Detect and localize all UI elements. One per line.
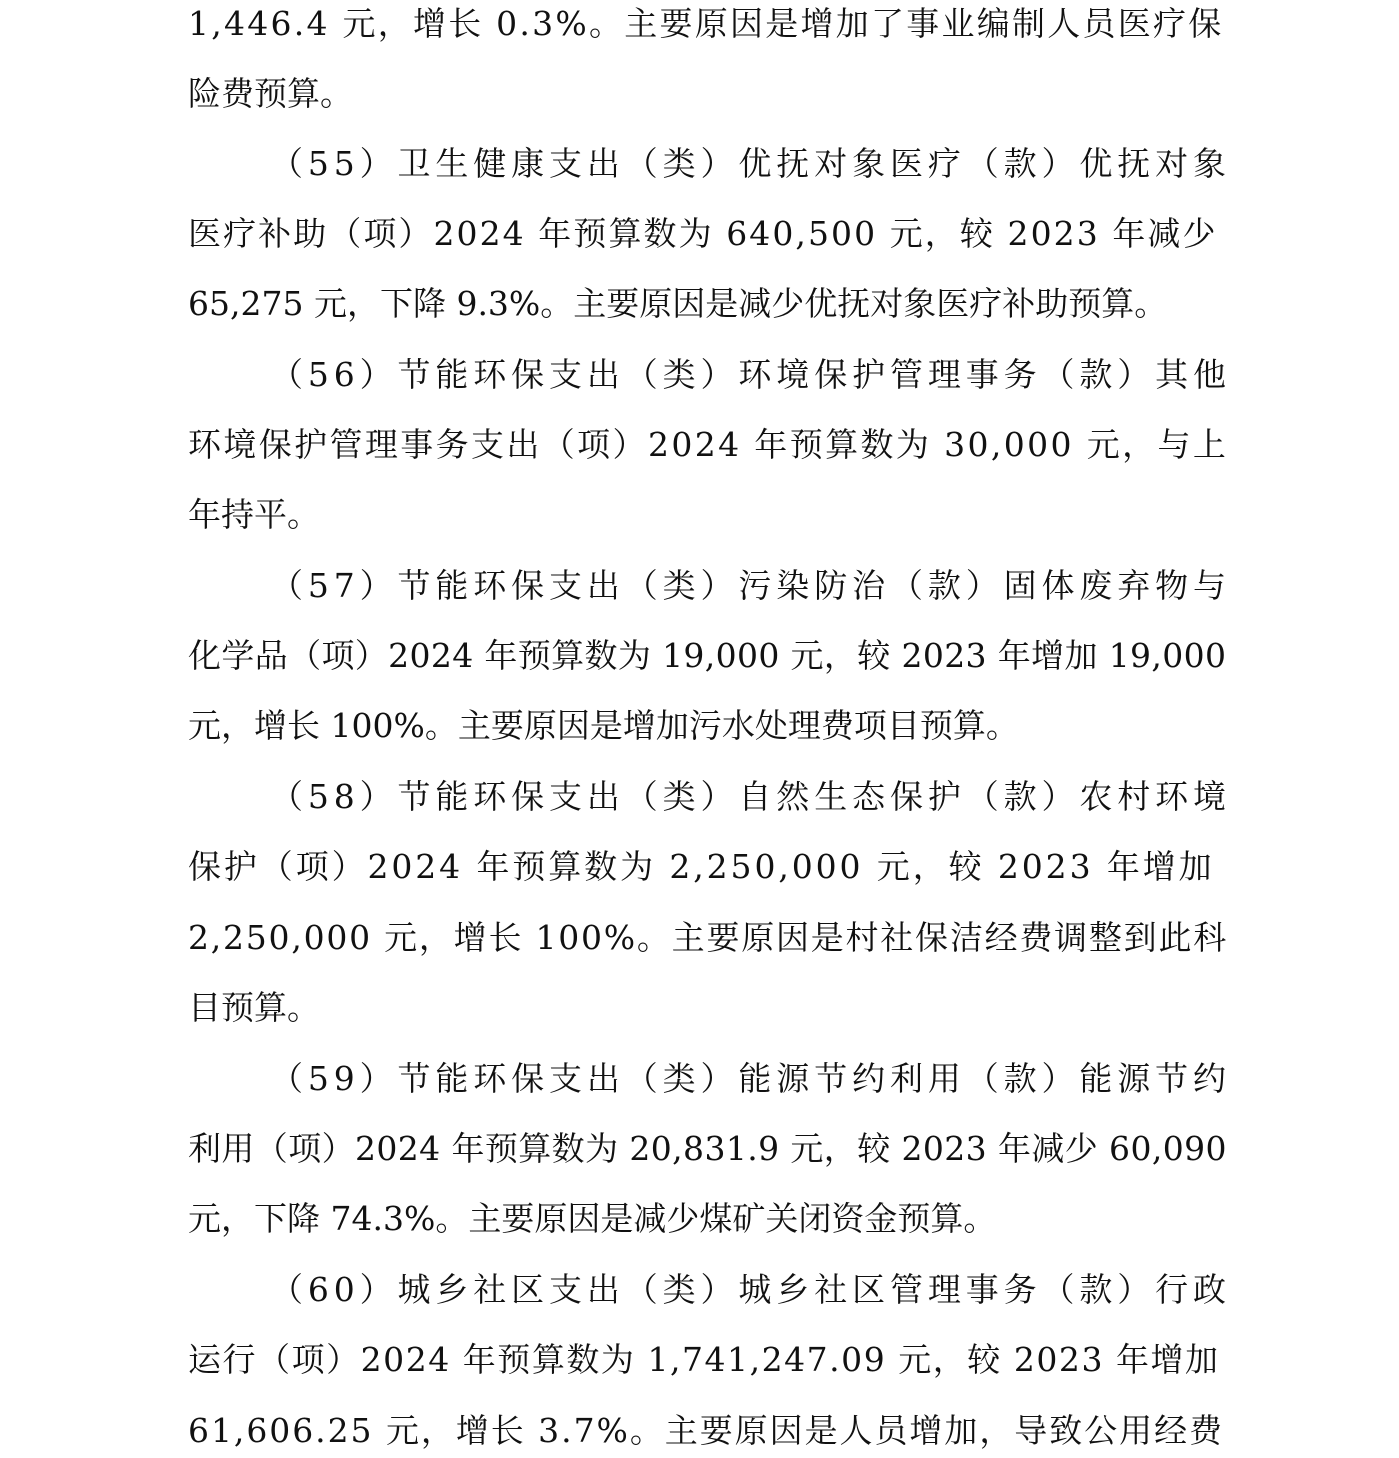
text-line: 利用（项）2024 年预算数为 20,831.9 元，较 2023 年减少 60,090 <box>188 1129 1227 1168</box>
text-line: 61,606.25 元，增长 3.7%。主要原因是人员增加，导致公用经费 <box>188 1411 1224 1450</box>
text-line: 65,275 元，下降 9.3%。主要原因是减少优抚对象医疗补助预算。 <box>188 284 1168 323</box>
text-line: 医疗补助（项）2024 年预算数为 640,500 元，较 2023 年减少 <box>188 214 1218 253</box>
text-line: 元，下降 74.3%。主要原因是减少煤矿关闭资金预算。 <box>188 1199 997 1238</box>
paragraph-57-start: （57）节能环保支出（类）污染防治（款）固体废弃物与 <box>270 566 1231 605</box>
text-line: 目预算。 <box>188 988 320 1027</box>
paragraph-60-start: （60）城乡社区支出（类）城乡社区管理事务（款）行政 <box>270 1270 1231 1309</box>
text-line: 化学品（项）2024 年预算数为 19,000 元，较 2023 年增加 19,000 <box>188 636 1227 675</box>
text-line: 年持平。 <box>188 495 320 534</box>
text-line: 元，增长 100%。主要原因是增加污水处理费项目预算。 <box>188 706 1019 745</box>
paragraph-55-start: （55）卫生健康支出（类）优抚对象医疗（款）优抚对象 <box>270 144 1231 183</box>
text-line: 保护（项）2024 年预算数为 2,250,000 元，较 2023 年增加 <box>188 847 1215 886</box>
text-line: 1,446.4 元，增长 0.3%。主要原因是增加了事业编制人员医疗保 <box>188 4 1224 43</box>
paragraph-58-start: （58）节能环保支出（类）自然生态保护（款）农村环境 <box>270 777 1231 816</box>
text-line: 环境保护管理事务支出（项）2024 年预算数为 30,000 元，与上 <box>188 425 1229 464</box>
paragraph-59-start: （59）节能环保支出（类）能源节约利用（款）能源节约 <box>270 1059 1231 1098</box>
text-line: 险费预算。 <box>188 74 353 113</box>
text-line: 运行（项）2024 年预算数为 1,741,247.09 元，较 2023 年增加 <box>188 1340 1220 1379</box>
text-line: 2,250,000 元，增长 100%。主要原因是村社保洁经费调整到此科 <box>188 918 1228 957</box>
paragraph-56-start: （56）节能环保支出（类）环境保护管理事务（款）其他 <box>270 355 1231 394</box>
